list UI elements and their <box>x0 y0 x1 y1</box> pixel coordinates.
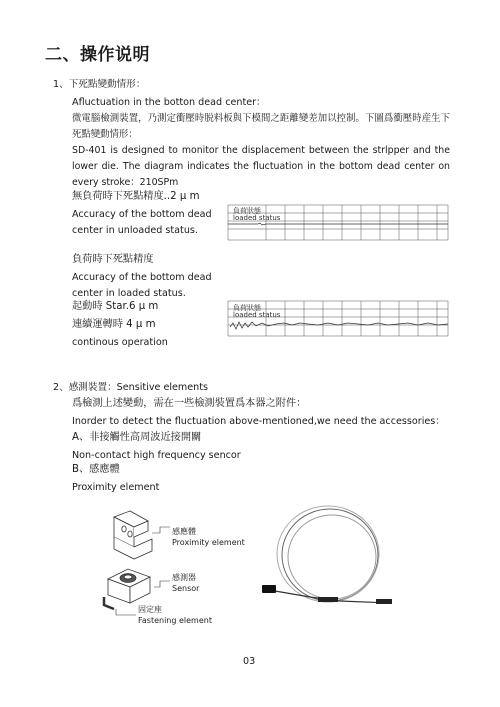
chart1-label-zh: 負荷狀態 <box>233 207 261 215</box>
unloaded-fluctuation-chart <box>228 205 448 245</box>
section2-line-en: Inorder to detect the fluctuation above-mentioned,we need the accessories： <box>72 416 445 427</box>
section2-title: 2、感測裝置：Sensitive elements <box>53 382 209 393</box>
fastening-element-label-en: Fastening element <box>138 616 212 625</box>
proximity-element-label-zh: 感應體 <box>172 527 196 536</box>
section1-line-zh: 微電腦檢測裝置，乃測定衝壓時脱料板與下模間之距離變差加以控制。下圖爲衝壓時産生下死點變動情形： <box>72 113 450 140</box>
item-a-en: Non-contact high frequency sencor <box>72 450 241 461</box>
item-b-en: Proximity element <box>72 482 160 493</box>
loaded-accuracy-en-1: Accuracy of the bottom dead <box>72 272 212 283</box>
section1-line-en: Afluctuation in the botton dead center： <box>72 97 266 108</box>
item-a-zh: A、非接觸性高周波近接開關 <box>72 432 202 443</box>
chart2-trace <box>230 322 448 329</box>
sensor-drawing <box>108 569 150 603</box>
chart1-trace <box>228 223 448 225</box>
unloaded-accuracy-en-1: Accuracy of the bottom dead <box>72 209 212 220</box>
sensor-label-en: Sensor <box>172 584 200 593</box>
item-b-zh: B、感應體 <box>72 464 120 475</box>
chart2-label-en: loaded status <box>233 311 281 319</box>
continuous-accuracy: 連續運轉時 4 μ m <box>72 319 156 330</box>
sensor-head <box>262 585 276 593</box>
chart1-label-en: loaded status <box>233 214 281 222</box>
cable-end-connector <box>376 599 392 604</box>
section1-description: SD-401 is designed to monitor the displacement between the strlpper and the lower die. The diagram indicates the fluctuation in the bottom dead center on every stroke：210SPm <box>72 145 450 188</box>
chart2-label-zh: 負荷狀態 <box>233 304 261 312</box>
unloaded-accuracy-zh: 無負荷時下死點精度..2 μ m <box>72 191 200 202</box>
continuous-operation-en: continous operation <box>72 337 168 348</box>
section1-title: 1、下死點變動情形： <box>53 79 146 90</box>
chart1-grid <box>228 205 448 240</box>
unloaded-accuracy-en-2: center in unloaded status. <box>72 225 198 236</box>
cable-connector <box>318 597 338 602</box>
section2-line-zh: 爲檢測上述變動，需在一些檢測裝置爲本器之附件： <box>72 398 307 409</box>
startup-accuracy: 起動時 Star.6 μ m <box>72 301 159 312</box>
fastening-element-drawing <box>104 597 114 609</box>
loaded-accuracy-zh: 負荷時下死點精度 <box>72 254 154 265</box>
sensor-label-zh: 感測器 <box>172 573 196 582</box>
page-number: 03 <box>243 656 256 667</box>
cable-coil <box>277 506 379 602</box>
fastening-element-label-zh: 固定座 <box>138 605 162 614</box>
proximity-element-drawing <box>114 511 152 559</box>
page-heading: 二、操作说明 <box>45 45 150 65</box>
loaded-fluctuation-chart <box>228 301 448 341</box>
proximity-element-label-en: Proximity element <box>172 538 245 547</box>
loaded-accuracy-en-2: center in loaded status. <box>72 288 186 299</box>
